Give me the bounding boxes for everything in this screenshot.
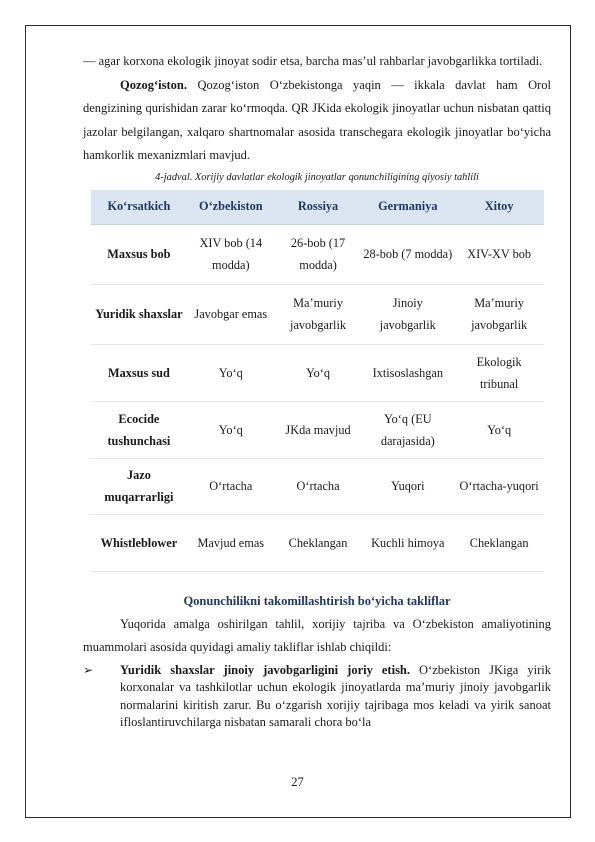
table-row [91, 224, 544, 284]
table-cell: Yuqori [361, 458, 454, 514]
table-cell: Yo‘q [187, 344, 275, 401]
table-cell: Yo‘q [454, 401, 544, 458]
row-label: Whistleblower [91, 514, 187, 571]
paragraph-kazakhstan [83, 74, 551, 168]
table-header-row [91, 190, 544, 225]
proposal-heading: Yuridik shaxslar jinoiy javobgarligini joriy etish. [120, 662, 411, 677]
table-cell: Cheklangan [275, 514, 362, 571]
proposal-list-item [83, 662, 551, 732]
table-cell: 26-bob (17 modda) [275, 224, 362, 284]
header-cell: Ko‘rsatkich [91, 190, 187, 225]
table-cell: Ma’muriy javobgarlik [454, 284, 544, 344]
table-cell: 28-bob (7 modda) [361, 224, 454, 284]
row-label: Yuridik shaxslar [91, 284, 187, 344]
table-caption: 4-jadval. Xorijiy davlatlar ekologik jinoyatlar qonunchiligining qiyosiy tahlili [155, 171, 479, 183]
table-row [91, 401, 544, 458]
table-row [91, 458, 544, 514]
table-row [91, 514, 544, 571]
table-cell: Yo‘q [187, 401, 275, 458]
comparison-table [91, 190, 544, 572]
table-cell: Yo‘q (EU darajasida) [361, 401, 454, 458]
proposal-text [120, 662, 551, 732]
table-cell: Ixtisoslashgan [361, 344, 454, 401]
row-label: Ecocide tushunchasi [91, 401, 187, 458]
table-cell: Ekologik tribunal [454, 344, 544, 401]
paragraph-liability: — agar korxona ekologik jinoyat sodir etsa, barcha mas’ul rahbarlar javobgarlikka tortiladi. [83, 54, 543, 68]
row-label: Maxsus bob [91, 224, 187, 284]
kazakhstan-heading: Qozog‘iston. [120, 77, 188, 92]
table-cell: XIV bob (14 modda) [187, 224, 275, 284]
table-row [91, 344, 544, 401]
table-cell: Mavjud emas [187, 514, 275, 571]
table-cell: O‘rtacha [275, 458, 362, 514]
table-cell: XIV-XV bob [454, 224, 544, 284]
proposal-body: O‘zbekiston JKiga yirik korxonalar va tashkilotlar uchun ekologik jinoyatlarda ma’muriy jinoiy javobgarlik normalarini kiritish zarur. Bu o‘zgarish xorijiy tajribaga mos keladi va yirik sanoat ifloslantiruvchilarga nisbatan samarali chora bo‘la [120, 662, 551, 729]
header-cell: Germaniya [361, 190, 454, 225]
row-label: Maxsus sud [91, 344, 187, 401]
header-cell: Rossiya [275, 190, 362, 225]
table-cell: Ma’muriy javobgarlik [275, 284, 362, 344]
table-cell: Yo‘q [275, 344, 362, 401]
table-row [91, 284, 544, 344]
table-cell: Kuchli himoya [361, 514, 454, 571]
row-label: Jazo muqarrarligi [91, 458, 187, 514]
header-cell: O‘zbekiston [187, 190, 275, 225]
table-cell: Cheklangan [454, 514, 544, 571]
table-cell: O‘rtacha-yuqori [454, 458, 544, 514]
table-cell: JKda mavjud [275, 401, 362, 458]
arrow-bullet-icon: ➢ [83, 662, 94, 677]
section-intro: Yuqorida amalga oshirilgan tahlil, xorijiy tajriba va O‘zbekiston amaliyotining muammolari asosida quyidagi amaliy takliflar ishlab chiqildi: [83, 616, 551, 654]
kazakhstan-text: Qozog‘iston O‘zbekistonga yaqin — ikkala davlat ham Orol dengizining qurishidan zarar ko‘rmoqda. QR JKida ekologik jinoyatlar uchun nisbatan qattiq jazolar belgilangan, xalqaro shartnomalar asosida transchegara ekologik jinoyatlar bo‘yicha hamkorlik mexanizmlari mavjud. [83, 77, 551, 162]
table-cell: Jinoiy javobgarlik [361, 284, 454, 344]
page-number: 27 [291, 775, 304, 789]
table-cell: Javobgar emas [187, 284, 275, 344]
table-cell: O‘rtacha [187, 458, 275, 514]
header-cell: Xitoy [454, 190, 544, 225]
page-content [83, 50, 551, 732]
section-heading: Qonunchilikni takomillashtirish bo‘yicha takliflar [183, 593, 451, 608]
